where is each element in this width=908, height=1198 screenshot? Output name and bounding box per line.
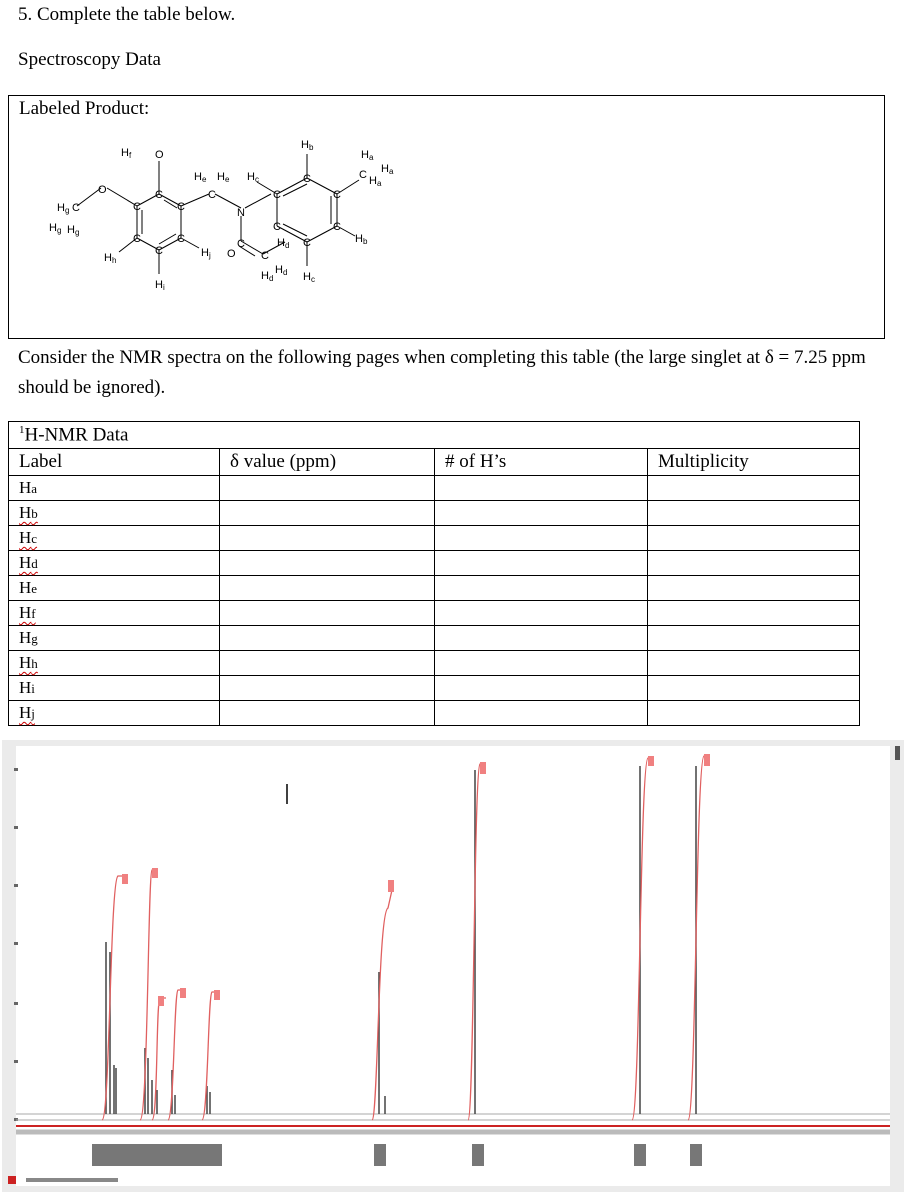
question-title: 5. Complete the table below. (18, 4, 236, 25)
num-h-cell[interactable] (435, 576, 648, 601)
spectrum-footer-text (26, 1178, 118, 1182)
svg-text:Hb: Hb (355, 233, 368, 246)
row-label: Hj (9, 701, 220, 726)
svg-text:C: C (273, 221, 281, 233)
svg-text:Hb: Hb (301, 139, 314, 152)
num-h-cell[interactable] (435, 651, 648, 676)
header-num-h: # of H’s (435, 449, 648, 476)
delta-cell[interactable] (220, 576, 435, 601)
svg-text:Hf: Hf (121, 147, 132, 160)
svg-text:O: O (98, 184, 107, 196)
table-row (9, 626, 860, 651)
svg-text:N: N (237, 207, 245, 219)
svg-text:C: C (177, 201, 185, 213)
table-row (9, 526, 860, 551)
row-label: Ha (9, 476, 220, 501)
product-label: Labeled Product: (19, 98, 150, 119)
molecule-structure (49, 116, 579, 321)
svg-text:C: C (155, 189, 163, 201)
num-h-cell[interactable] (435, 601, 648, 626)
svg-text:Hi: Hi (155, 279, 165, 292)
table-row (9, 601, 860, 626)
svg-text:C: C (359, 169, 367, 181)
svg-text:Hg: Hg (67, 224, 80, 237)
table-row (9, 501, 860, 526)
delta-cell[interactable] (220, 551, 435, 576)
svg-text:C: C (177, 233, 185, 245)
svg-text:C: C (237, 238, 245, 250)
delta-cell[interactable] (220, 601, 435, 626)
num-h-cell[interactable] (435, 626, 648, 651)
num-h-cell[interactable] (435, 501, 648, 526)
multiplicity-cell[interactable] (648, 576, 860, 601)
table-row (9, 676, 860, 701)
svg-text:C: C (133, 201, 141, 213)
spectrum-corner-marker (895, 746, 900, 760)
header-delta: δ value (ppm) (220, 449, 435, 476)
svg-text:Hh: Hh (104, 252, 117, 265)
num-h-cell[interactable] (435, 676, 648, 701)
delta-cell[interactable] (220, 626, 435, 651)
svg-text:C: C (208, 189, 216, 201)
row-label: He (9, 576, 220, 601)
num-h-cell[interactable] (435, 551, 648, 576)
labeled-product-box (8, 95, 885, 339)
delta-cell[interactable] (220, 501, 435, 526)
header-label: Label (9, 449, 220, 476)
nmr-data-table (8, 421, 860, 726)
table-row (9, 701, 860, 726)
svg-text:Hc: Hc (303, 271, 315, 284)
row-label: Hh (9, 651, 220, 676)
multiplicity-cell[interactable] (648, 701, 860, 726)
row-label: Hc (9, 526, 220, 551)
svg-text:C: C (155, 245, 163, 257)
delta-cell[interactable] (220, 476, 435, 501)
row-label: Hd (9, 551, 220, 576)
molecule-atom-labels (49, 139, 394, 292)
multiplicity-cell[interactable] (648, 551, 860, 576)
svg-text:Ha: Ha (361, 149, 374, 162)
multiplicity-cell[interactable] (648, 676, 860, 701)
svg-text:Ha: Ha (369, 175, 382, 188)
svg-text:C: C (72, 202, 80, 214)
nmr-spectrum-image (2, 740, 904, 1192)
svg-text:C: C (303, 173, 311, 185)
svg-text:Hg: Hg (57, 202, 70, 215)
num-h-cell[interactable] (435, 701, 648, 726)
num-h-cell[interactable] (435, 526, 648, 551)
svg-text:C: C (333, 221, 341, 233)
svg-text:C: C (261, 250, 269, 262)
section-title: Spectroscopy Data (18, 49, 161, 70)
svg-text:Ha: Ha (381, 163, 394, 176)
svg-text:Hj: Hj (201, 247, 211, 260)
instructions-text: Consider the NMR spectra on the following pages when completing this table (the large singlet at δ = 7.25 ppm should be ignored). (18, 347, 866, 398)
svg-text:Hd: Hd (275, 264, 288, 277)
multiplicity-cell[interactable] (648, 626, 860, 651)
table-title-row (9, 422, 860, 449)
multiplicity-cell[interactable] (648, 501, 860, 526)
table-row (9, 476, 860, 501)
row-label: Hg (9, 626, 220, 651)
svg-text:He: He (217, 171, 230, 184)
delta-cell[interactable] (220, 676, 435, 701)
table-row (9, 576, 860, 601)
svg-text:Hg: Hg (49, 222, 62, 235)
table-row (9, 551, 860, 576)
multiplicity-cell[interactable] (648, 526, 860, 551)
row-label: Hi (9, 676, 220, 701)
svg-text:O: O (227, 248, 236, 260)
svg-text:C: C (303, 237, 311, 249)
num-h-cell[interactable] (435, 476, 648, 501)
delta-cell[interactable] (220, 701, 435, 726)
svg-text:C: C (333, 189, 341, 201)
table-row (9, 651, 860, 676)
multiplicity-cell[interactable] (648, 651, 860, 676)
table-title: $^1$H-NMR Data (9, 422, 860, 449)
row-label: Hf (9, 601, 220, 626)
multiplicity-cell[interactable] (648, 476, 860, 501)
multiplicity-cell[interactable] (648, 601, 860, 626)
svg-text:O: O (155, 149, 164, 161)
delta-cell[interactable] (220, 651, 435, 676)
spectrum-status-icon (8, 1176, 16, 1184)
row-label: Hb (9, 501, 220, 526)
svg-text:Hd: Hd (277, 237, 290, 250)
svg-text:He: He (194, 171, 207, 184)
delta-cell[interactable] (220, 526, 435, 551)
svg-text:Hc: Hc (247, 171, 259, 184)
svg-text:C: C (133, 233, 141, 245)
table-header-row (9, 449, 860, 476)
header-multiplicity: Multiplicity (648, 449, 860, 476)
svg-text:C: C (273, 189, 281, 201)
svg-text:Hd: Hd (261, 270, 274, 283)
